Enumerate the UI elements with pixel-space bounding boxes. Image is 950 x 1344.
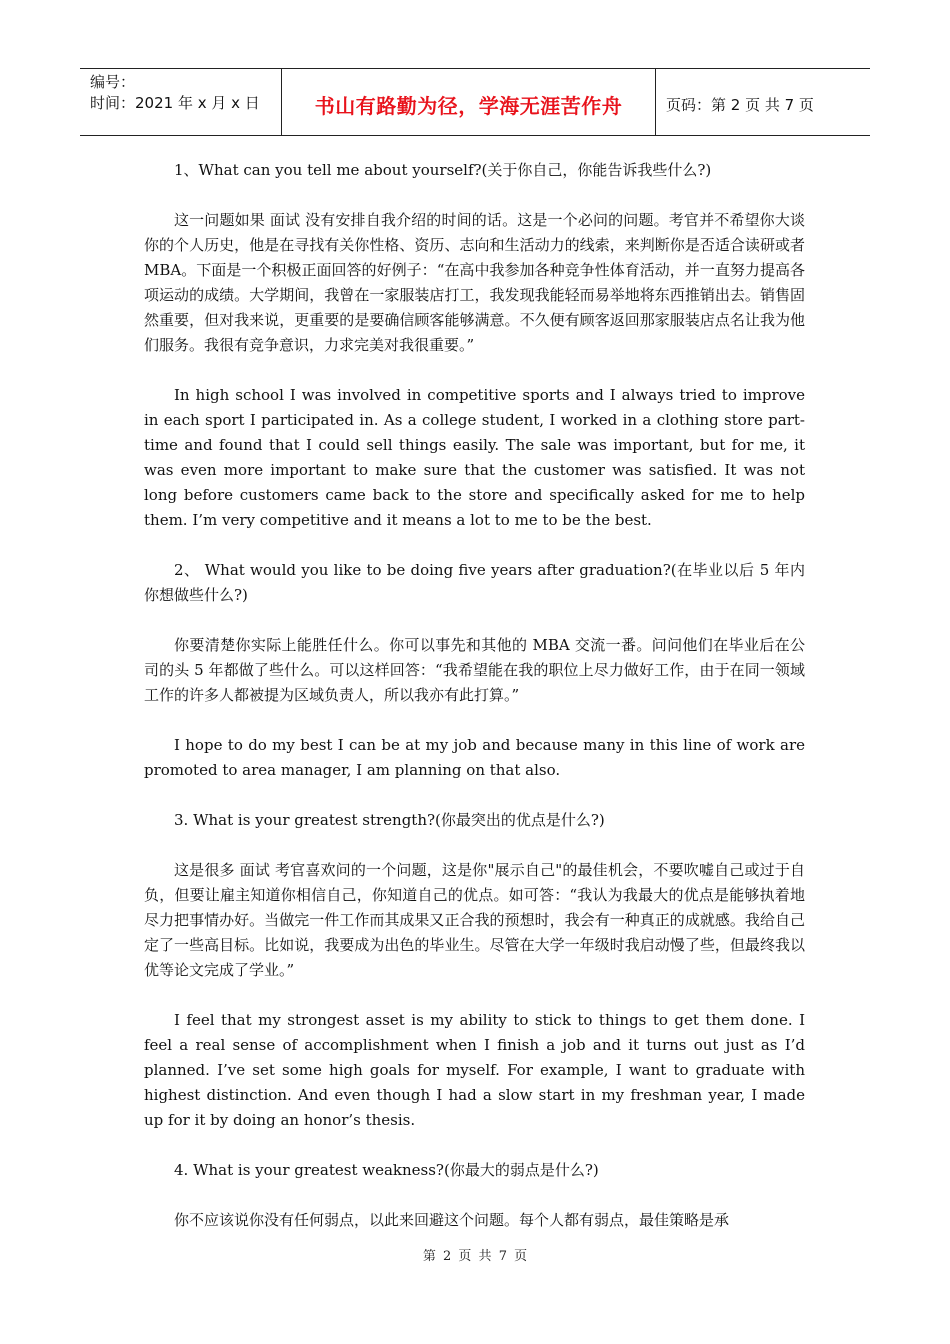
answer-paragraph-en: I hope to do my best I can be at my job and because many in this line of work are promoted to area manager, I am planning on that also. <box>144 736 805 779</box>
document-body <box>144 158 805 1258</box>
header-page-number: 页码：第 2 页 共 7 页 <box>666 95 814 114</box>
document-time-label: 时间：2021 年 x 月 x 日 <box>90 94 260 112</box>
header-motto: 书山有路勤为径，学海无涯苦作舟 <box>314 93 623 118</box>
document-number-label: 编号： <box>90 73 136 91</box>
answer-paragraph-zh: 你要清楚你实际上能胜任什么。你可以事先和其他的 MBA 交流一番。问问他们在毕业后在公司的头 5 年都做了些什么。可以这样回答：“我希望能在我的职位上尽力做好工作，由于在同一领域工作的许多人都被提为区域负责人，所以我亦有此打算。” <box>144 636 805 704</box>
answer-paragraph-zh: 这一问题如果 面试 没有安排自我介绍的时间的话。这是一个必问的问题。考官并不希望你大谈你的个人历史，他是在寻找有关你性格、资历、志向和生活动力的线索，来判断你是否适合读研或者 MBA。下面是一个积极正面回答的好例子：“在高中我参加各种竞争性体育活动，并一直努力提高各项运动的成绩。大学期间，我曾在一家服装店打工，我发现我能轻而易举地将东西推销出去。销售固然重要，但对我来说，更重要的是要确信顾客能够满意。不久便有顾客返回那家服装店点名让我为他们服务。我很有竞争意识，力求完美对我很重要。” <box>144 211 805 354</box>
header-meta <box>80 69 282 135</box>
answer-paragraph-en: In high school I was involved in competitive sports and I always tried to improve in each sport I participated in. As a college student, I worked in a clothing store part-time and found that I could sell things easily. The sale was important, but for me, it was even more important to make sure that the customer was satisfied. It was not long before customers came back to the store and specifically asked for me to help them. I’m very competitive and it means a lot to me to be the best. <box>144 386 805 529</box>
question-heading: 3. What is your greatest strength?(你最突出的优点是什么?) <box>174 811 605 829</box>
page-header <box>80 68 870 136</box>
header-motto-cell <box>282 69 656 135</box>
answer-paragraph-en: I feel that my strongest asset is my ability to stick to things to get them done. I feel a real sense of accomplishment when I finish a job and it turns out just as I’d planned. I’ve set some high goals for myself. For example, I want to graduate with highest distinction. And even though I had a slow start in my freshman year, I made up for it by doing an honor’s thesis. <box>144 1011 805 1129</box>
answer-paragraph-zh: 这是很多 面试 考官喜欢问的一个问题，这是你"展示自己"的最佳机会，不要吹嘘自己或过于自负，但要让雇主知道你相信自己，你知道自己的优点。如可答：“我认为我最大的优点是能够执着地尽力把事情办好。当做完一件工作而其成果又正合我的预想时，我会有一种真正的成就感。我给自己定了一些高目标。比如说，我要成为出色的毕业生。尽管在大学一年级时我启动慢了些，但最终我以优等论文完成了学业。” <box>144 861 805 979</box>
page-footer: 第 2 页 共 7 页 <box>422 1249 528 1264</box>
question-heading: 2、 What would you like to be doing five years after graduation?(在毕业以后 5 年内你想做些什么?) <box>144 561 805 604</box>
question-heading: 4. What is your greatest weakness?(你最大的弱点是什么?) <box>174 1161 599 1179</box>
question-heading: 1、What can you tell me about yourself?(关于你自己，你能告诉我些什么?) <box>174 161 712 179</box>
answer-paragraph-zh: 你不应该说你没有任何弱点，以此来回避这个问题。每个人都有弱点，最佳策略是承 <box>174 1211 730 1229</box>
header-page-cell <box>656 69 870 135</box>
